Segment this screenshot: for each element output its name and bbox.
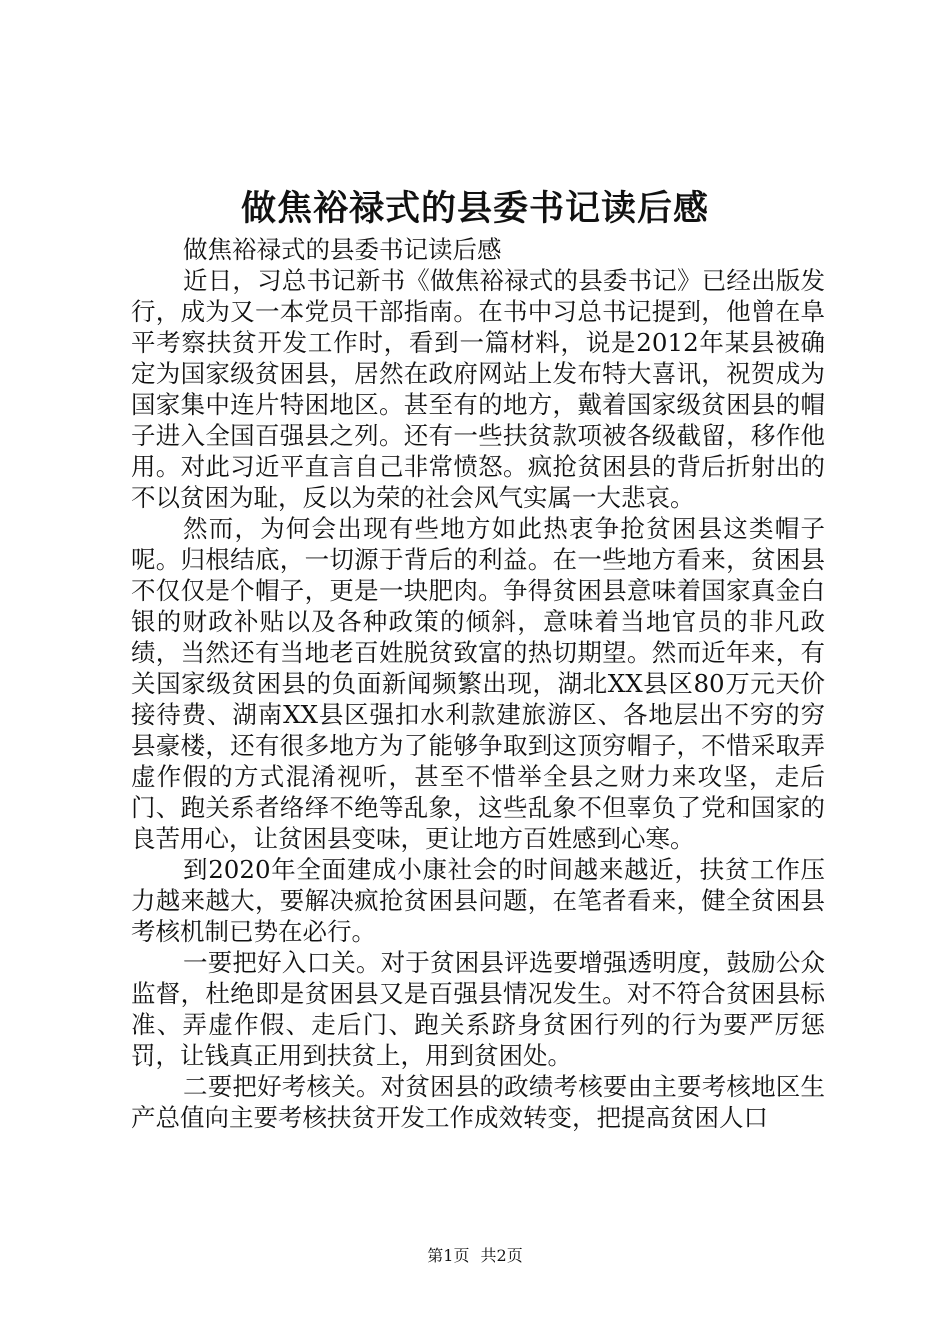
document-title: 做焦裕禄式的县委书记读后感 (240, 188, 709, 229)
paragraph-5: 二要把好考核关。对贫困县的政绩考核要由主要考核地区生产总值向主要考核扶贫开发工作成效转变，把提高贫困人口 (131, 1072, 825, 1132)
paragraph-2: 然而，为何会出现有些地方如此热衷争抢贫困县这类帽子呢。归根结底，一切源于背后的利益。在一些地方看来，贫困县不仅仅是个帽子，更是一块肥肉。争得贫困县意味着国家真金白银的财政补贴以及各种政策的倾斜，意味着当地官员的非凡政绩，当然还有当地老百姓脱贫致富的热切期望。然而近年来，有关国家级贫困县的负面新闻频繁出现，湖北XX县区80万元天价接待费、湖南XX县区强扣水利款建旅游区、各地层出不穷的穷县豪楼，还有很多地方为了能够争取到这顶穷帽子，不惜采取弄虚作假的方式混淆视听，甚至不惜举全县之财力来攻坚，走后门、跑关系者络绎不绝等乱象，这些乱象不但辜负了党和国家的良苦用心，让贫困县变味，更让地方百姓感到心寒。 (131, 514, 825, 853)
document-body (131, 234, 825, 1133)
document-subtitle: 做焦裕禄式的县委书记读后感 (183, 235, 502, 264)
page-total: 共2页 (480, 1246, 523, 1265)
paragraph-1: 近日，习总书记新书《做焦裕禄式的县委书记》已经出版发行，成为又一本党员干部指南。在书中习总书记提到，他曾在阜平考察扶贫开发工作时，看到一篇材料，说是2012年某县被确定为国家级贫困县，居然在政府网站上发布特大喜讯，祝贺成为国家集中连片特困地区。甚至有的地方，戴着国家级贫困县的帽子进入全国百强县之列。还有一些扶贫款项被各级截留，移作他用。对此习近平直言自己非常愤怒。疯抢贫困县的背后折射出的不以贫困为耻，反以为荣的社会风气实属一大悲哀。 (131, 266, 825, 512)
paragraph-4: 一要把好入口关。对于贫困县评选要增强透明度，鼓励公众监督，杜绝即是贫困县又是百强县情况发生。对不符合贫困县标准、弄虚作假、走后门、跑关系跻身贫困行列的行为要严厉惩罚，让钱真正用到扶贫上，用到贫困处。 (131, 948, 825, 1070)
page-number: 第1页 (427, 1246, 470, 1265)
paragraph-3: 到2020年全面建成小康社会的时间越来越近，扶贫工作压力越来越大，要解决疯抢贫困县问题，在笔者看来，健全贫困县考核机制已势在必行。 (131, 855, 825, 946)
page-footer (0, 1245, 950, 1267)
